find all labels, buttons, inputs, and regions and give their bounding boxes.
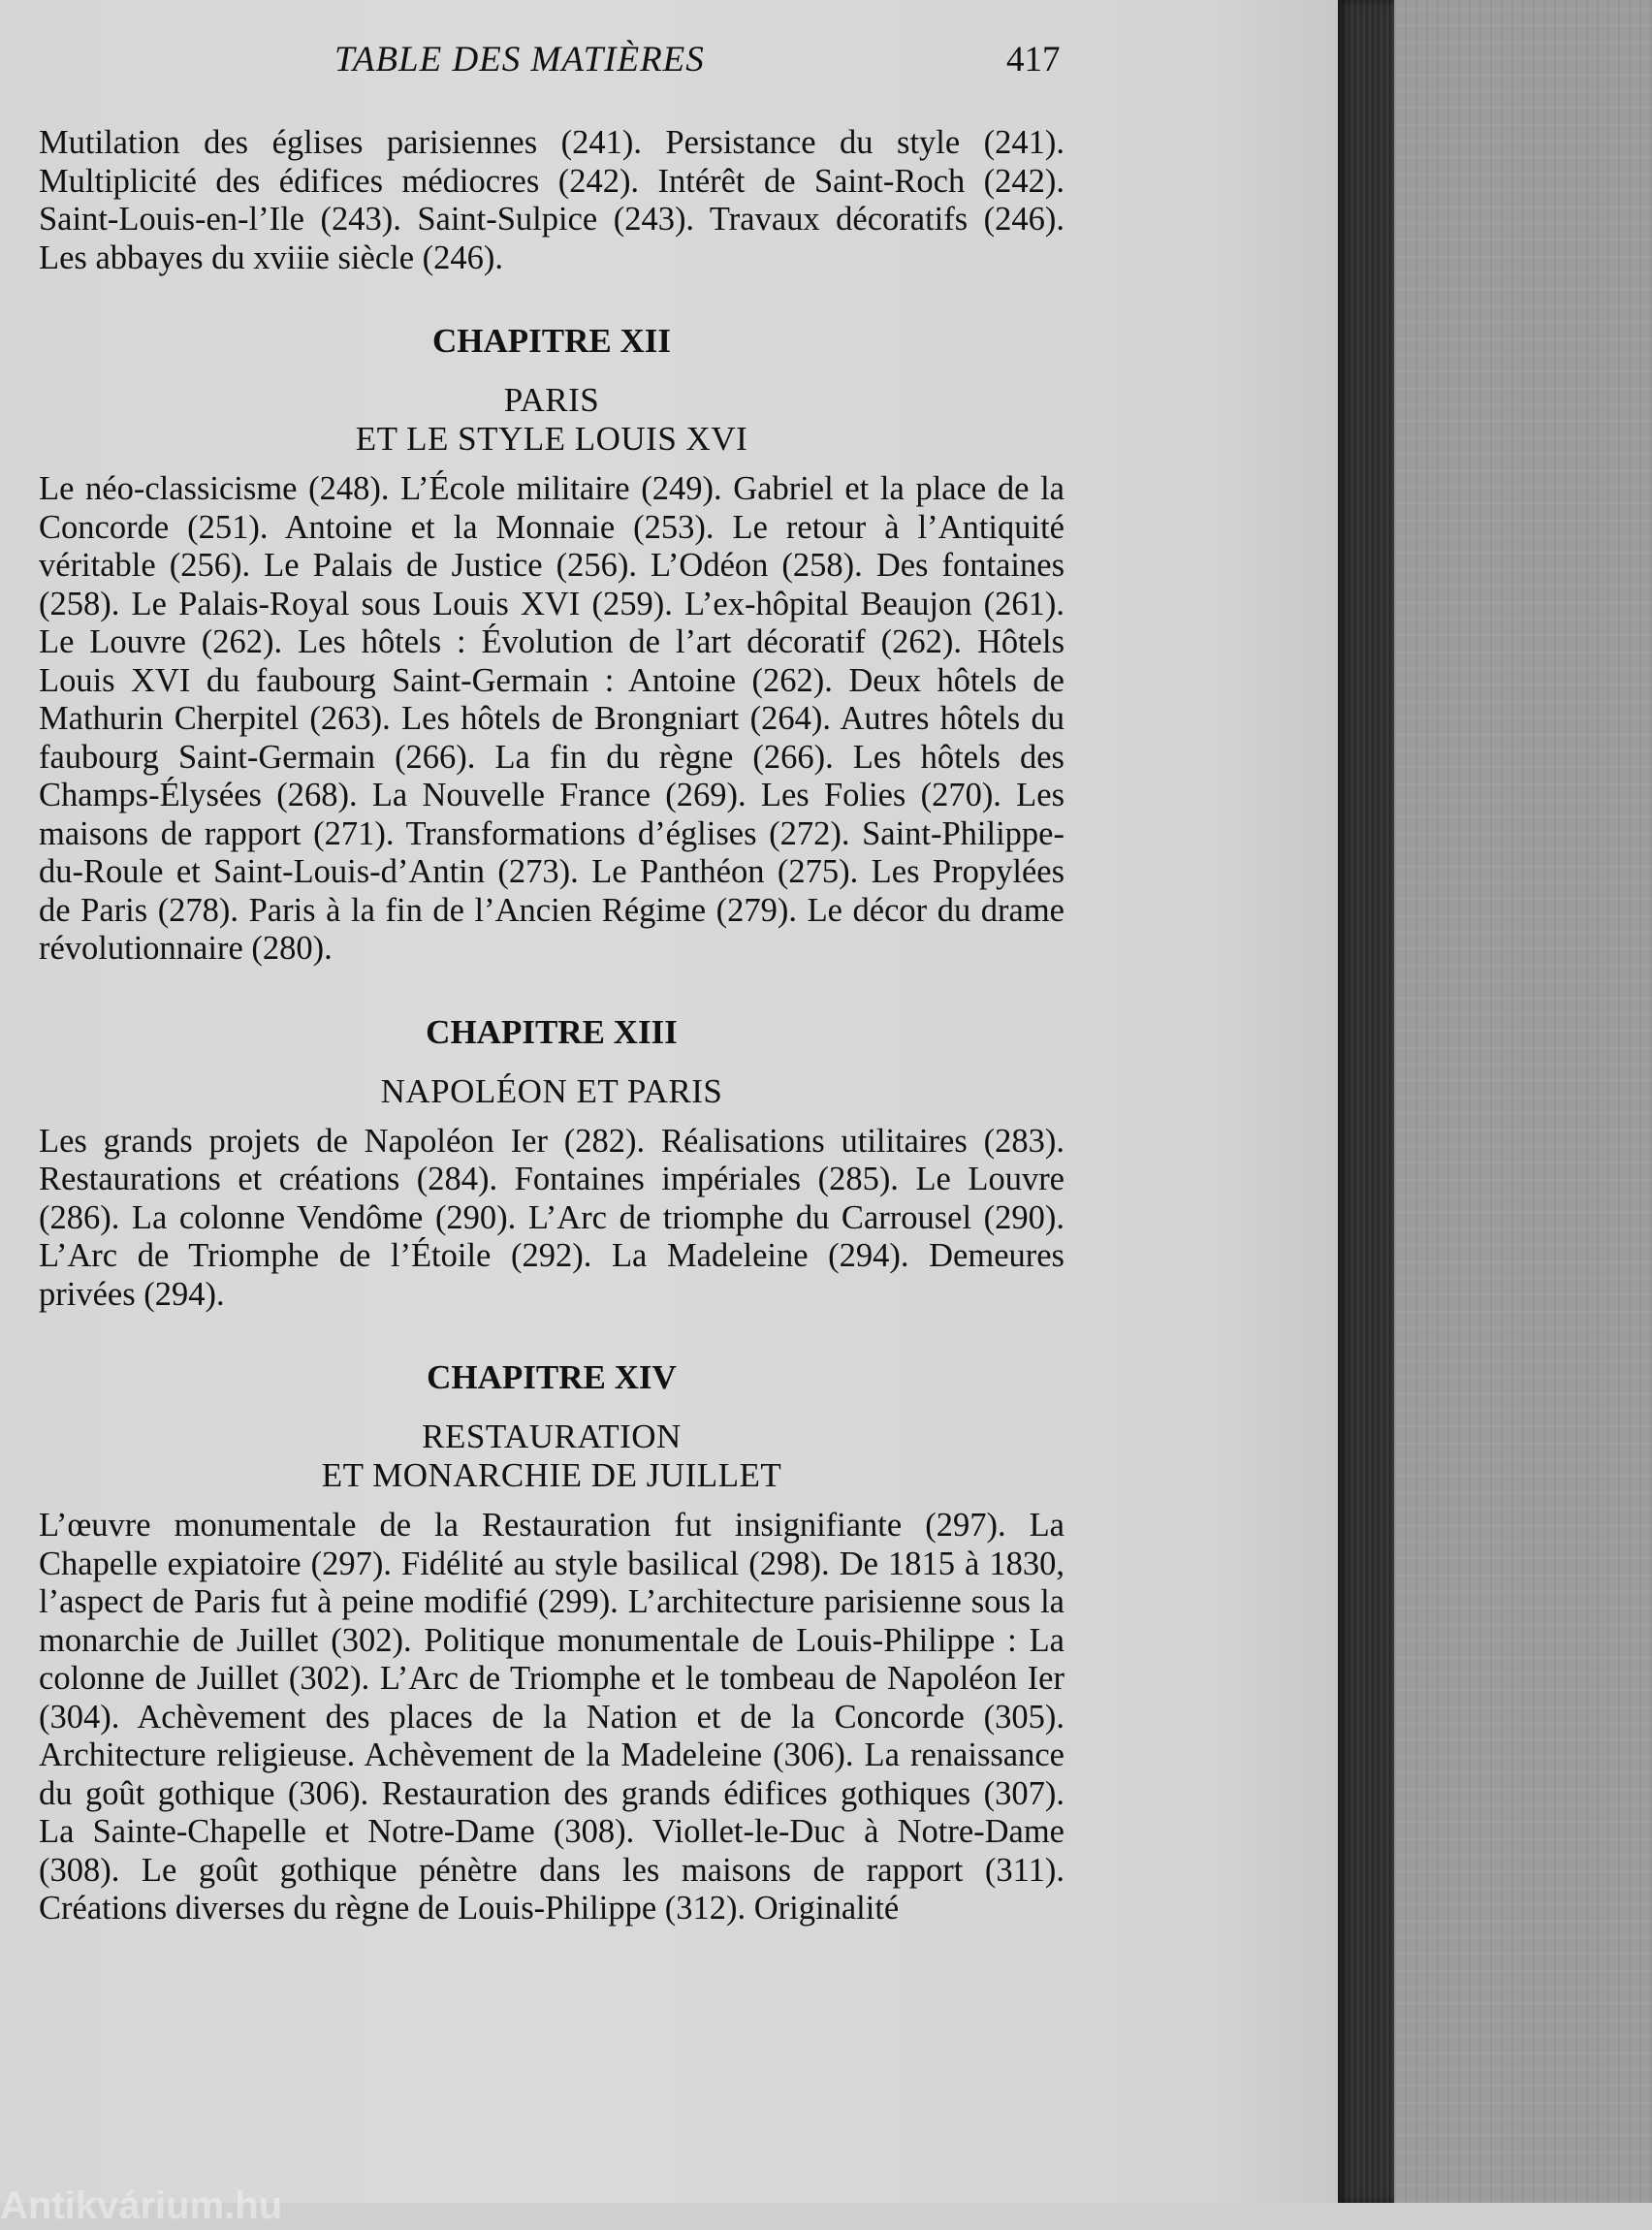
book-cover-board	[1394, 0, 1652, 2203]
chapter-14-paragraph: L’œuvre monumentale de la Restauration fut insignifiante (297). La Chapelle expiatoire (297). Fidélité au style basilical (298). De 1815 à 1830, l’aspect de Paris fut à peine modifié (299). L’architecture parisienne sous la monarchie de Juillet (302). Politique monumentale de Louis-Philippe : La colonne de Juillet (302). L’Arc de Triomphe et le tombeau de Napoléon Ier (304). Achèvement des places de la Nation et de la Concorde (305). Architecture religieuse. Achèvement de la Madeleine (306). La renaissance du goût gothique (306). Restauration des grands édifices gothiques (307). La Sainte-Chapelle et Notre-Dame (308). Viollet-le-Duc à Notre-Dame (308). Le goût gothique pénètre dans les maisons de rapport (311). Créations diverses du règne de Louis-Philippe (312). Originalité	[39, 1507, 1064, 1927]
running-head	[0, 39, 1338, 87]
chapter-13-paragraph: Les grands projets de Napoléon Ier (282). Réalisations utilitaires (283). Restaurations et créations (284). Fontaines impériales (285). Le Louvre (286). La colonne Vendôme (290). L’Arc de triomphe du Carrousel (290). L’Arc de Triomphe de l’Étoile (292). La Madeleine (294). Demeures privées (294).	[39, 1122, 1064, 1313]
chapter-12-paragraph: Le néo-classicisme (248). L’École militaire (249). Gabriel et la place de la Concorde (251). Antoine et la Monnaie (253). Le retour à l’Antiquité véritable (256). Le Palais de Justice (256). L’Odéon (258). Des fontaines (258). Le Palais-Royal sous Louis XVI (259). L’ex-hôpital Beaujon (261). Le Louvre (262). Les hôtels : Évolution de l’art décoratif (262). Hôtels Louis XVI du faubourg Saint-Germain : Antoine (262). Deux hôtels de Mathurin Cherpitel (263). Les hôtels de Brongniart (264). Autres hôtels du faubourg Saint-Germain (266). La fin du règne (266). Les hôtels des Champs-Élysées (268). La Nouvelle France (269). Les Folies (270). Les maisons de rapport (271). Transformations d’églises (272). Saint-Philippe-du-Roule et Saint-Louis-d’Antin (273). Le Panthéon (275). Les Propylées de Paris (278). Paris à la fin de l’Ancien Régime (279). Le décor du drame révolutionnaire (280).	[39, 470, 1064, 967]
chapter-13-title: NAPOLÉON ET PARIS	[380, 1071, 723, 1110]
chapter-14-title-line1: RESTAURATION	[422, 1418, 682, 1455]
watermark: Antikvárium.hu	[0, 2184, 283, 2227]
chapter-14-title-line2: ET MONARCHIE DE JUILLET	[321, 1456, 782, 1494]
chapter-13-heading: CHAPITRE XIII	[426, 1012, 678, 1051]
chapter-14-heading: CHAPITRE XIV	[427, 1358, 677, 1396]
chapter-12-title-line2: ET LE STYLE LOUIS XVI	[355, 420, 748, 458]
chapter-12-title-line1: PARIS	[503, 381, 600, 419]
toc-content	[39, 124, 1064, 1928]
book-binding	[1338, 0, 1394, 2203]
chapter-12-heading: CHAPITRE XII	[431, 322, 671, 360]
page-number: 417	[1006, 40, 1061, 80]
intro-paragraph: Mutilation des églises parisiennes (241). Persistance du style (241). Multiplicité des édifices médiocres (242). Intérêt de Saint-Roch (242). Saint-Louis-en-l’Ile (243). Saint-Sulpice (243). Travaux décoratifs (246). Les abbayes du xviiie siècle (246).	[39, 124, 1064, 276]
running-head-title: TABLE DES MATIÈRES	[334, 40, 705, 80]
